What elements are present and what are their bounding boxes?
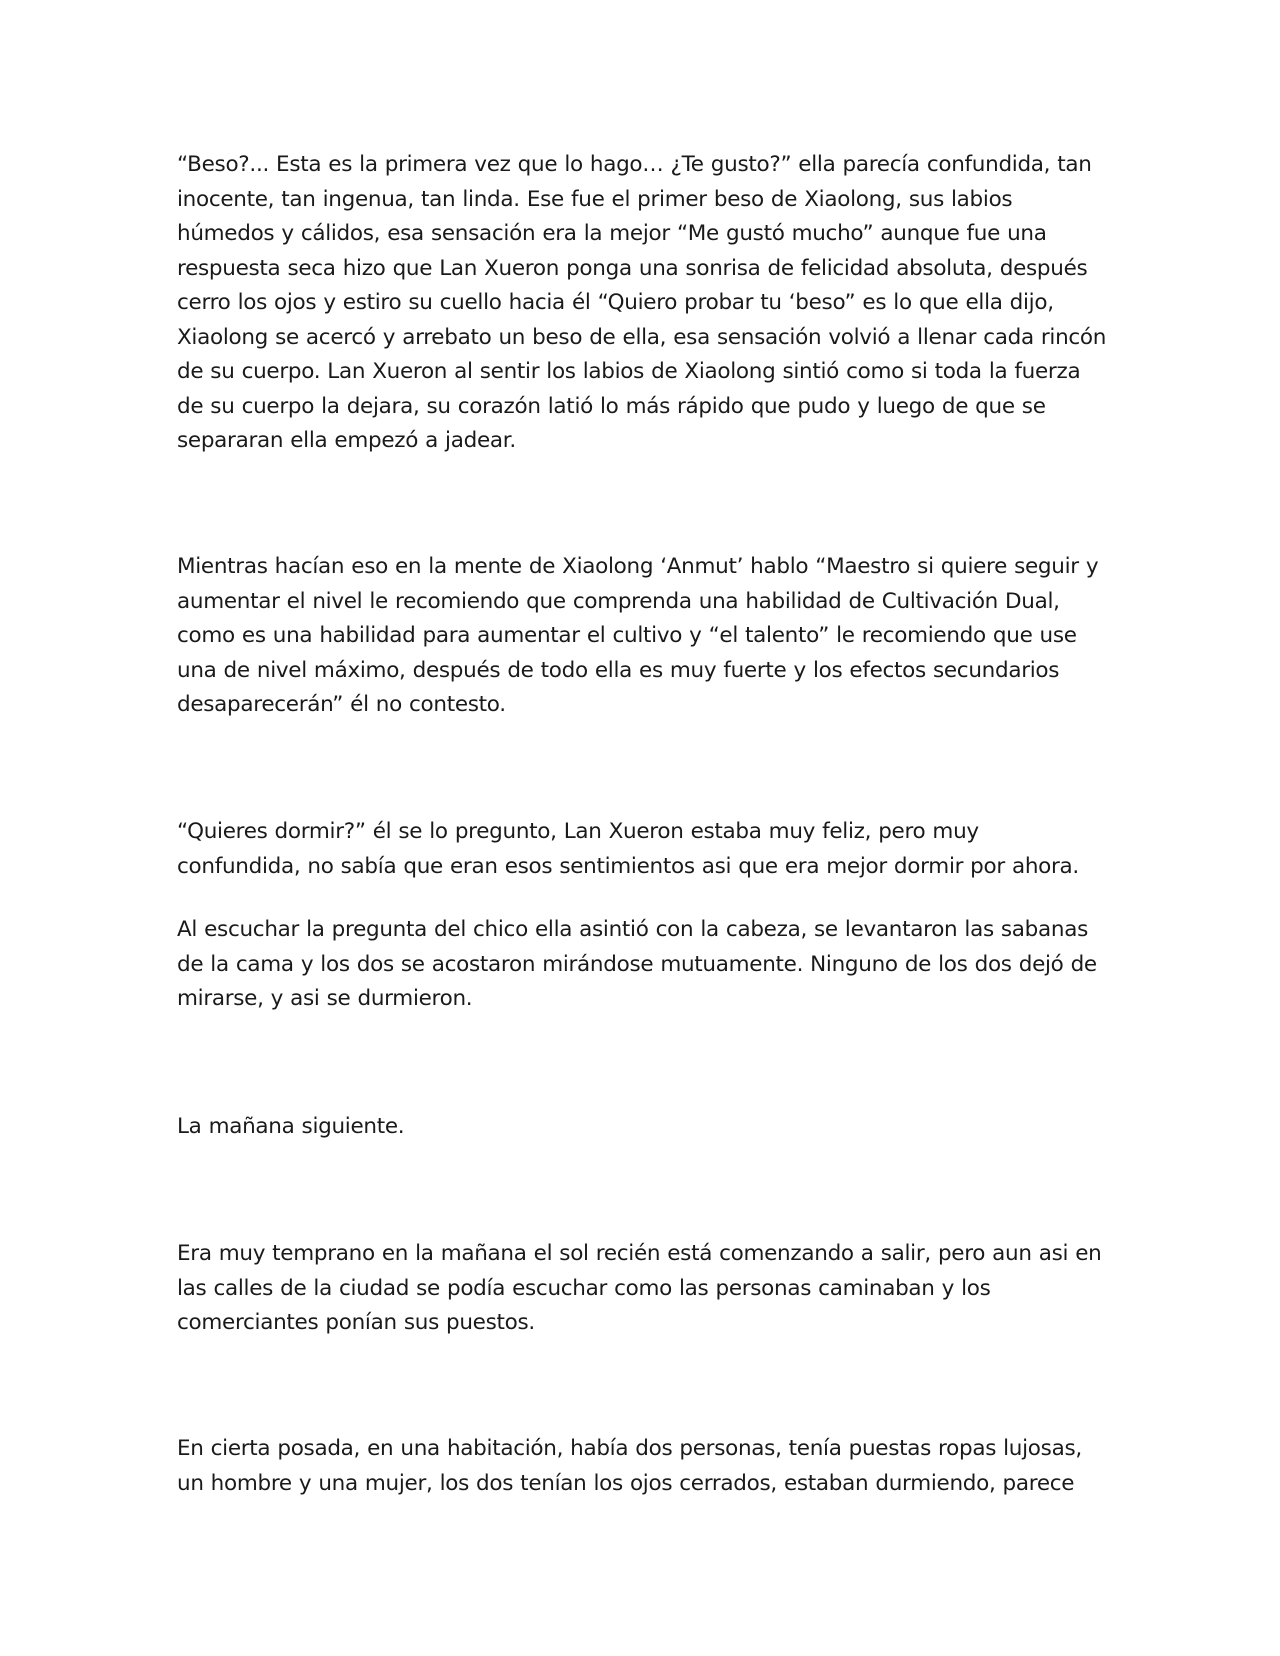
paragraph: Mientras hacían eso en la mente de Xiaolong ‘Anmut’ hablo “Maestro si quiere seguir y aumentar el nivel le recomiendo que comprenda una habilidad de Cultivación Dual, como es una habilidad para aumentar el cultivo y “el talento” le recomiendo que use una de nivel máximo, después de todo ella es muy fuerte y los efectos secundarios desaparecerán” él no contesto. <box>177 554 1099 717</box>
paragraph: La mañana siguiente. <box>177 1114 405 1139</box>
paragraph: Era muy temprano en la mañana el sol recién está comenzando a salir, pero aun asi en las calles de la ciudad se podía escuchar como las personas caminaban y los comerciantes ponían sus puestos. <box>177 1241 1102 1335</box>
paragraph: En cierta posada, en una habitación, había dos personas, tenía puestas ropas lujosas, un hombre y una mujer, los dos tenían los ojos cerrados, estaban durmiendo, parece <box>177 1436 1082 1496</box>
paragraph: “Beso?... Esta es la primera vez que lo hago… ¿Te gusto?” ella parecía confundida, tan inocente, tan ingenua, tan linda. Ese fue el primer beso de Xiaolong, sus labios húmedos y cálidos, esa sensación era la mejor “Me gustó mucho” aunque fue una respuesta seca hizo que Lan Xueron ponga una sonrisa de felicidad absoluta, después cerro los ojos y estiro su cuello hacia él “Quiero probar tu ‘beso” es lo que ella dijo, Xiaolong se acercó y arrebato un beso de ella, esa sensación volvió a llenar cada rincón de su cuerpo. Lan Xueron al sentir los labios de Xiaolong sintió como si toda la fuerza de su cuerpo la dejara, su corazón latió lo más rápido que pudo y luego de que se separaran ella empezó a jadear. <box>177 152 1107 453</box>
paragraph: “Quieres dormir?” él se lo pregunto, Lan Xueron estaba muy feliz, pero muy confundida, no sabía que eran esos sentimientos asi que era mejor dormir por ahora. <box>177 819 1079 879</box>
paragraph: Al escuchar la pregunta del chico ella asintió con la cabeza, se levantaron las sabanas de la cama y los dos se acostaron mirándose mutuamente. Ninguno de los dos dejó de mirarse, y asi se durmieron. <box>177 917 1097 1011</box>
